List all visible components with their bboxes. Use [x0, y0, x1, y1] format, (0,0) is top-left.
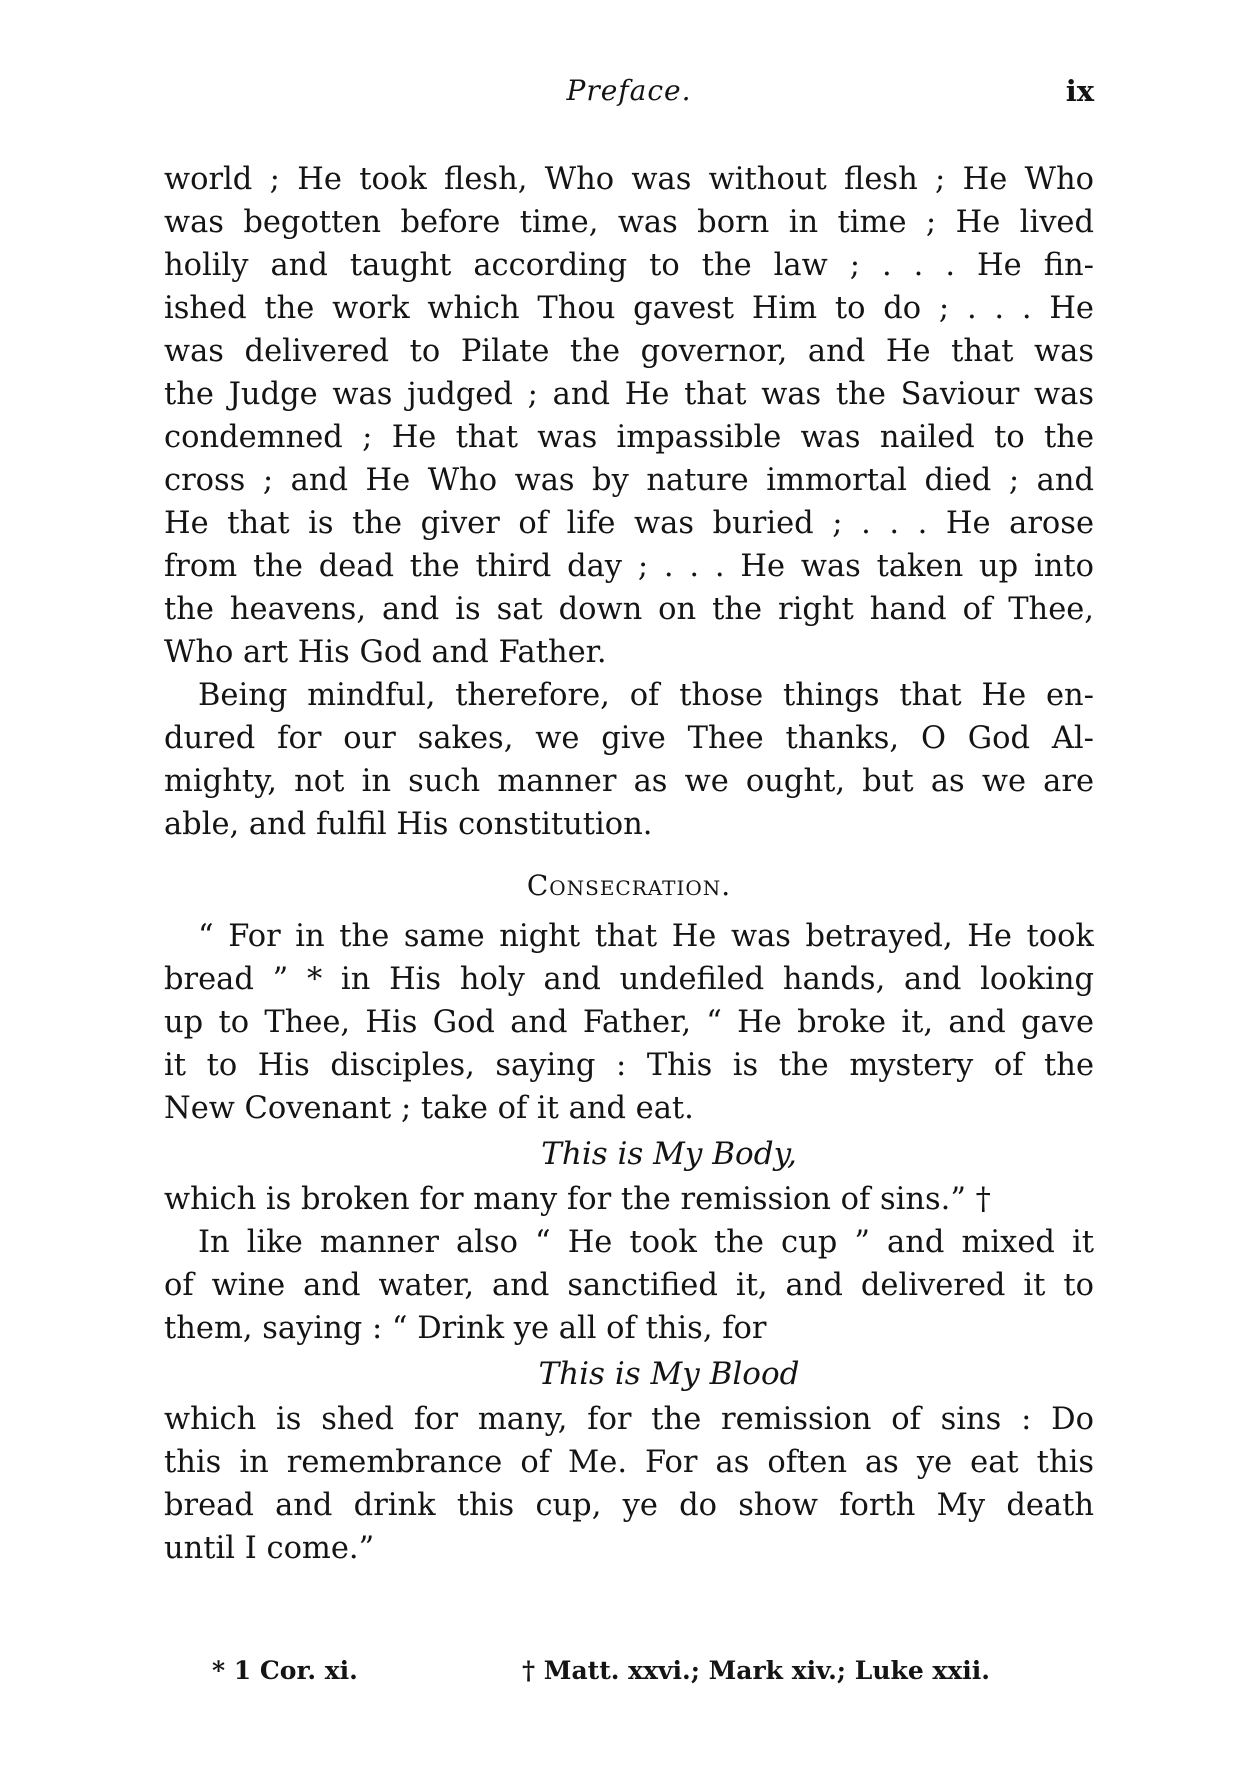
text-line: which is shed for many, for the remission of sins : Do [164, 1402, 1094, 1437]
text-line: the heavens, and is sat down on the right hand of Thee, [164, 592, 1094, 627]
verse-line: This is My Blood [538, 1356, 800, 1392]
footnote: † Matt. xxvi.; Mark xiv.; Luke xxii. [522, 1656, 990, 1685]
text-line: In like manner also “ He took the cup ” and mixed it [198, 1225, 1094, 1260]
body-text [164, 158, 1094, 1570]
page-header [164, 74, 1094, 118]
text-line: mighty, not in such manner as we ought, but as we are [164, 764, 1094, 799]
running-title: Preface. [566, 74, 692, 107]
text-line: up to Thee, His God and Father, “ He broke it, and gave [164, 1005, 1094, 1040]
text-line: dured for our sakes, we give Thee thanks, O God Al- [164, 721, 1094, 756]
text-line: from the dead the third day ; . . . He was taken up into [164, 549, 1094, 584]
text-line: which is broken for many for the remission of sins.” † [164, 1182, 991, 1217]
text-line: cross ; and He Who was by nature immortal died ; and [164, 463, 1094, 498]
text-line: bread ” * in His holy and undefiled hands, and looking [164, 962, 1094, 997]
text-line: condemned ; He that was impassible was nailed to the [164, 420, 1094, 455]
text-line: them, saying : “ Drink ye all of this, for [164, 1311, 767, 1346]
text-line: bread and drink this cup, ye do show forth My death [164, 1488, 1094, 1523]
text-line: this in remembrance of Me. For as often as ye eat this [164, 1445, 1094, 1480]
text-line: He that is the giver of life was buried ; . . . He arose [164, 506, 1094, 541]
text-line: ished the work which Thou gavest Him to do ; . . . He [164, 291, 1094, 326]
page-number: ix [1065, 74, 1094, 108]
text-line: world ; He took flesh, Who was without flesh ; He Who [164, 162, 1094, 197]
text-line: until I come.” [164, 1531, 375, 1566]
text-line: it to His disciples, saying : This is the mystery of the [164, 1048, 1094, 1083]
text-line: of wine and water, and sanctified it, and delivered it to [164, 1268, 1094, 1303]
text-line: New Covenant ; take of it and eat. [164, 1091, 694, 1126]
verse-line: This is My Body, [541, 1136, 797, 1172]
text-line: Who art His God and Father. [164, 635, 607, 670]
text-line: able, and fulfil His constitution. [164, 807, 653, 842]
text-line: Being mindful, therefore, of those things that He en- [198, 678, 1094, 713]
text-line: holily and taught according to the law ; . . . He fin- [164, 248, 1094, 283]
section-heading: Consecration. [526, 869, 732, 902]
text-line: “ For in the same night that He was betrayed, He took [198, 919, 1094, 954]
text-line: the Judge was judged ; and He that was the Saviour was [164, 377, 1094, 412]
footnote: * 1 Cor. xi. [212, 1656, 358, 1685]
text-line: was begotten before time, was born in time ; He lived [164, 205, 1094, 240]
text-line: was delivered to Pilate the governor, and He that was [164, 334, 1094, 369]
